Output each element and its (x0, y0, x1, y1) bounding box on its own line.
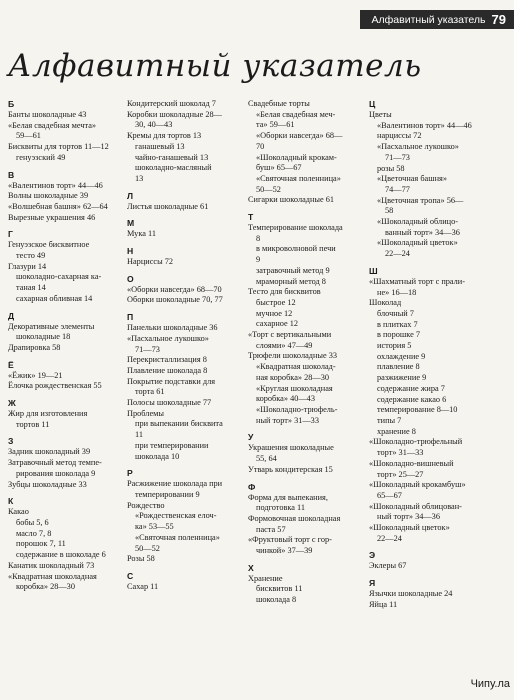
index-entry: Полосы шоколадные 77 (127, 398, 212, 408)
page-number: 79 (491, 12, 506, 27)
index-subentry: генуэзский 49 (16, 152, 66, 162)
index-entry: Сахар 11 (127, 581, 159, 591)
index-entry: Формовочная шоколадная (248, 513, 341, 523)
index-subentry: «Святочная поленница» (256, 173, 341, 183)
index-subentry: содержание какао 6 (377, 394, 447, 404)
index-letter: Ф (248, 481, 256, 492)
index-entry: «Ёжик» 19—21 (8, 370, 63, 380)
index-entry: «Волшебная башня» 62—64 (8, 201, 108, 211)
index-subentry: 13 (135, 173, 144, 183)
index-subentry: 59—61 (16, 131, 41, 141)
index-subentry: 74—77 (385, 184, 410, 194)
index-subentry: ная коробка» 28—30 (256, 372, 329, 382)
index-subentry: при выпекании бисквита (135, 419, 223, 429)
index-subentry: шоколада 10 (135, 451, 180, 461)
index-subentry: порошок 7, 11 (16, 539, 66, 549)
index-entry: Глазури 14 (8, 261, 47, 271)
index-entry: Генуэзское бисквитное (8, 240, 90, 250)
index-subentry: в микроволновой печи (256, 244, 336, 254)
index-entry: Какао (8, 507, 29, 517)
index-subentry: 30, 40—43 (135, 120, 173, 130)
index-entry: Нарциссы 72 (127, 257, 174, 267)
index-entry: Панельки шоколадные 36 (127, 323, 218, 333)
index-entry: «Квадратная шоколадная (8, 571, 97, 581)
index-subentry: слоями» 47—49 (256, 340, 313, 350)
index-subentry: ванный торт» 34—36 (385, 227, 460, 237)
index-subentry: мучное 12 (256, 308, 293, 318)
index-entry: «Фруктовый торт с гор- (248, 535, 332, 545)
index-letter: М (127, 218, 135, 229)
index-entry: Рождество (127, 500, 165, 510)
index-letter: Ж (8, 398, 16, 409)
index-subentry: коробка» 28—30 (16, 582, 75, 592)
index-subentry: быстрое 12 (256, 297, 296, 307)
index-subentry: в плитках 7 (377, 319, 418, 329)
index-subentry: сахарная обливная 14 (16, 293, 93, 303)
index-subentry: «Рождественская елоч- (135, 511, 217, 521)
index-subentry: торт» 25—27 (377, 469, 424, 479)
index-subentry: 55, 64 (256, 454, 277, 464)
index-subentry: подготовка 11 (256, 503, 306, 513)
index-entry: «Оборки навсегда» 68—70 (127, 284, 222, 294)
index-entry: Декоративные элементы (8, 321, 95, 331)
index-subentry: паста 57 (256, 524, 286, 534)
index-subentry: мраморный метод 8 (256, 276, 326, 286)
index-subentry: хранение 8 (377, 426, 416, 436)
index-letter: Б (8, 99, 15, 109)
index-subentry: «Шоколадный цветок» (377, 238, 458, 248)
index-entry: Задник шоколадный 39 (8, 447, 91, 457)
index-entry: Шоколад (369, 298, 402, 308)
index-entry: Коробки шоколадные 28— (127, 109, 222, 119)
index-entry: «Пасхальное лукошко» (127, 333, 209, 343)
index-entry: Эклеры 67 (369, 561, 407, 571)
index-entry: Свадебные торты (248, 99, 310, 108)
index-subentry: 50—52 (256, 184, 281, 194)
index-entry: «Шоколадный цветок» (369, 523, 450, 533)
index-column-4 (369, 99, 482, 611)
index-subentry: «Квадратная шоколад- (256, 362, 336, 372)
index-letter: К (8, 496, 14, 507)
index-entry: Яйца 11 (369, 599, 398, 609)
index-letter: У (248, 432, 254, 443)
index-subentry: «Шоколадный облицо- (377, 217, 458, 227)
index-subentry: шоколадно-масляный (135, 163, 212, 173)
index-column-2 (127, 99, 240, 593)
index-entry: Цветы (369, 110, 392, 119)
index-subentry: история 5 (377, 341, 412, 351)
index-subentry: бисквитов 11 (256, 584, 303, 594)
index-letter: Н (127, 246, 134, 257)
index-column-3 (248, 99, 362, 606)
index-entry: Мука 11 (127, 229, 156, 239)
index-subentry: ка» 53—55 (135, 522, 174, 532)
index-subentry: темперировании 9 (135, 489, 200, 499)
index-letter: П (127, 312, 134, 323)
index-entry: Бисквиты для тортов 11—12 (8, 142, 109, 152)
index-entry: Плавление шоколада 8 (127, 365, 208, 375)
index-subentry: торта 61 (135, 387, 165, 397)
index-letter: Х (248, 562, 254, 573)
index-subentry: при темперировании (135, 440, 209, 450)
index-letter: Ш (369, 265, 378, 276)
index-entry: «Шоколадно-трюфельный (369, 437, 463, 447)
index-entry: Драпировка 58 (8, 342, 61, 352)
index-letter: Т (248, 212, 254, 223)
index-entry: Проблемы (127, 408, 164, 418)
index-subentry: масло 7, 8 (16, 528, 52, 538)
index-subentry: таная 14 (16, 283, 46, 293)
index-subentry: «Оборки навсегда» 68— (256, 131, 343, 141)
index-entry: Кондитерский шоколад 7 (127, 99, 216, 108)
index-letter: Л (127, 190, 134, 201)
running-header-title: Алфавитный указатель (371, 13, 486, 26)
index-subentry: ганашевый 13 (135, 141, 185, 151)
index-entry: Листья шоколадные 61 (127, 201, 209, 211)
index-entry: Перекристаллизация 8 (127, 355, 207, 365)
index-entry: Форма для выпекания, (248, 492, 328, 502)
index-entry: Зубцы шоколадные 33 (8, 479, 87, 489)
index-subentry: 71—73 (385, 152, 410, 162)
index-subentry: 70 (256, 141, 265, 151)
index-entry: «Валентинов торт» 44—46 (8, 180, 103, 190)
index-subentry: затравочный метод 9 (256, 265, 330, 275)
index-subentry: та» 59—61 (256, 120, 295, 130)
index-subentry: «Шоколадно-трюфель- (256, 404, 338, 414)
index-subentry: 22—24 (377, 533, 402, 543)
index-entry: Жир для изготовления (8, 409, 88, 419)
index-subentry: чайно-ганашевый 13 (135, 152, 209, 162)
index-entry: Ёлочка рождественская 55 (8, 381, 102, 391)
index-subentry: сахарное 12 (256, 319, 299, 329)
index-subentry: ный торт» 31—33 (256, 415, 319, 425)
index-entry: Тесто для бисквитов (248, 287, 321, 297)
index-letter: В (8, 169, 15, 180)
index-entry: Украшения шоколадные (248, 443, 334, 453)
index-subentry: в порошке 7 (377, 330, 420, 340)
index-subentry: блочный 7 (377, 308, 414, 318)
index-subentry: типы 7 (377, 415, 402, 425)
index-subentry: нарциссы 72 (377, 131, 422, 141)
index-entry: Утварь кондитерская 15 (248, 464, 333, 474)
index-subentry: тесто 49 (16, 251, 46, 261)
index-subentry: 11 (135, 430, 143, 440)
index-subentry: темперирование 8—10 (377, 405, 458, 415)
index-entry: Затравочный метод темпе- (8, 458, 102, 468)
index-subentry: содержание жира 7 (377, 383, 445, 393)
index-subentry: 71—73 (135, 344, 160, 354)
index-entry: Канатик шоколадный 73 (8, 560, 95, 570)
index-subentry: буш» 65—67 (256, 163, 302, 173)
index-entry: Сигарки шоколадные 61 (248, 195, 335, 205)
index-subentry: «Цветочная тропа» 56— (377, 195, 464, 205)
index-subentry: «Белая свадебная меч- (256, 109, 336, 119)
index-subentry: 22—24 (385, 249, 410, 259)
index-subentry: торт» 31—33 (377, 448, 424, 458)
index-subentry: плавление 8 (377, 362, 420, 372)
index-entry: «Шахматный торт с прали- (369, 276, 466, 286)
page-title: Алфавитный указатель (8, 48, 422, 84)
index-subentry: содержание в шоколаде 6 (16, 550, 106, 560)
index-subentry: 65—67 (377, 490, 402, 500)
index-column-1 (8, 99, 121, 593)
index-subentry: тортов 11 (16, 419, 50, 429)
index-subentry: 9 (256, 255, 261, 265)
index-subentry: «Шоколадный крокам- (256, 152, 337, 162)
index-subentry: чинкой» 37—39 (256, 546, 313, 556)
index-entry: Вырезные украшения 46 (8, 212, 96, 222)
index-subentry: 50—52 (135, 543, 160, 553)
index-entry: Розы 58 (127, 554, 155, 564)
index-letter: Г (8, 229, 13, 240)
index-entry: Темперирование шоколада (248, 223, 343, 233)
index-entry: Расжижение шоколада при (127, 479, 223, 489)
index-subentry: шоколада 8 (256, 595, 297, 605)
index-subentry: 8 (256, 233, 261, 243)
index-entry: Кремы для тортов 13 (127, 131, 202, 141)
index-subentry: рирования шоколада 9 (16, 468, 96, 478)
index-entry: «Шоколадный крокамбуш» (369, 480, 466, 490)
index-subentry: «Цветочная башня» (377, 174, 448, 184)
index-subentry: шоколадно-сахарная ка- (16, 272, 102, 282)
index-entry: Хранение (248, 573, 283, 583)
index-letter: Э (369, 550, 376, 561)
index-subentry: 58 (385, 206, 394, 216)
index-letter: Я (369, 578, 376, 589)
index-subentry: коробка» 40—43 (256, 394, 315, 404)
index-subentry: разжижение 9 (377, 373, 427, 383)
index-letter: Д (8, 310, 15, 321)
index-subentry: «Круглая шоколадная (256, 383, 333, 393)
index-entry: Банты шоколадные 43 (8, 110, 87, 119)
index-entry: «Торт с вертикальными (248, 330, 332, 340)
index-letter: О (127, 273, 134, 284)
index-letter: С (127, 570, 134, 581)
index-entry: Трюфели шоколадные 33 (248, 351, 338, 361)
index-subentry: бобы 5, 6 (16, 517, 49, 527)
watermark: Чипу.ла (470, 678, 510, 690)
running-header (360, 10, 514, 29)
index-entry: «Шоколадный облицован- (369, 501, 462, 511)
index-subentry: розы 58 (377, 163, 405, 173)
index-entry: «Шоколадно-вишневый (369, 458, 454, 468)
index-subentry: не» 16—18 (377, 287, 417, 297)
index-entry: Волны шоколадные 39 (8, 191, 89, 201)
index-entry: Язычки шоколадные 24 (369, 589, 453, 599)
index-subentry: охлаждение 9 (377, 351, 426, 361)
index-subentry: «Святочная поленница» (135, 532, 220, 542)
index-letter: Ё (8, 359, 14, 370)
index-entry: «Белая свадебная мечта» (8, 120, 97, 130)
index-subentry: «Валентинов торт» 44—46 (377, 120, 472, 130)
index-letter: Ц (369, 99, 376, 109)
index-entry: Покрытие подставки для (127, 376, 216, 386)
index-subentry: ный торт» 34—36 (377, 512, 440, 522)
index-letter: Р (127, 468, 133, 479)
index-letter: З (8, 436, 14, 447)
index-subentry: шоколадные 18 (16, 332, 71, 342)
index-subentry: «Пасхальное лукошко» (377, 142, 459, 152)
index-entry: Оборки шоколадные 70, 77 (127, 295, 223, 305)
